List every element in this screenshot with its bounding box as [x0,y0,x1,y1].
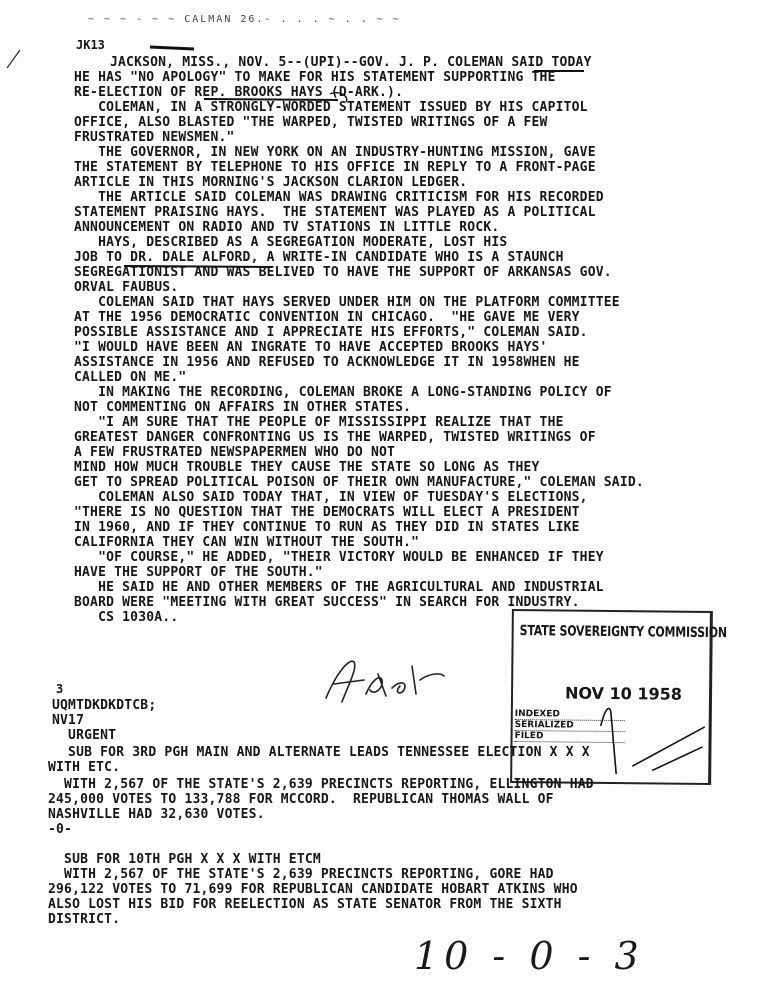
story-line: THE ARTICLE SAID COLEMAN WAS DRAWING CRITICISM FOR HIS RECORDED [74,190,604,205]
story-line: WITH 2,567 OF THE STATE'S 2,639 PRECINCTS REPORTING, ELLINGTON HAD [48,777,594,792]
story-line: THE GOVERNOR, IN NEW YORK ON AN INDUSTRY-HUNTING MISSION, GAVE [74,145,596,160]
story-line: NV17 [52,713,85,728]
story-line: WITH ETC. [48,760,121,775]
story-line: JACKSON, MISS., NOV. 5--(UPI)--GOV. J. P. COLEMAN SAID TODAY [110,55,592,70]
story-line: FRUSTRATED NEWSMEN." [74,130,235,145]
story-line: -0- [48,822,73,837]
story-line: ALSO LOST HIS BID FOR REELECTION AS STATE SENATOR FROM THE SIXTH [48,897,562,912]
handwritten-signature [320,650,450,710]
story-line: STATEMENT PRAISING HAYS. THE STATEMENT WAS PLAYED AS A POLITICAL [74,205,596,220]
story-line: DISTRICT. [48,912,121,927]
story-line: THE STATEMENT BY TELEPHONE TO HIS OFFICE IN REPLY TO A FRONT-PAGE [74,160,596,175]
story-line: 296,122 VOTES TO 71,699 FOR REPUBLICAN CANDIDATE HOBART ATKINS WHO [48,882,578,897]
story-line: IN 1960, AND IF THEY CONTINUE TO RUN AS THEY DID IN STATES LIKE [74,520,580,535]
stamp-field-serialized: SERIALIZED [515,720,625,732]
story-line: "THERE IS NO QUESTION THAT THE DEMOCRATS WILL ELECT A PRESIDENT [74,505,580,520]
story-line: ARTICLE IN THIS MORNING'S JACKSON CLARION LEDGER. [74,175,468,190]
story-line: CS 1030A.. [74,610,179,625]
story-line: POSSIBLE ASSISTANCE AND I APPRECIATE HIS EFFORTS," COLEMAN SAID. [74,325,588,340]
margin-tick-mark [4,48,22,70]
story-line: 3 [56,682,64,696]
stamp-check-mark [592,686,709,777]
pen-underline-mark [148,44,196,52]
story-line: "I WOULD HAVE BEEN AN INGRATE TO HAVE ACCEPTED BROOKS HAYS' [74,340,548,355]
pen-underline-mark [120,262,280,272]
story-line: BOARD WERE "MEETING WITH GREAT SUCCESS" IN SEARCH FOR INDUSTRY. [74,595,580,610]
story-line: HE SAID HE AND OTHER MEMBERS OF THE AGRICULTURAL AND INDUSTRIAL [74,580,604,595]
story-tag: JK13 [76,38,105,52]
story-line: IN MAKING THE RECORDING, COLEMAN BROKE A LONG-STANDING POLICY OF [74,385,612,400]
story-line: RE-ELECTION OF REP. BROOKS HAYS (D-ARK.). [74,85,404,100]
wire-slug: ~ ~ ~ - ~ ~ CALMAN 26.- . . . ~ . . ~ ~ [88,14,401,25]
story-line: HE HAS "NO APOLOGY" TO MAKE FOR HIS STATEMENT SUPPORTING THE [74,70,556,85]
story-line: ANNOUNCEMENT ON RADIO AND TV STATIONS IN LITTLE ROCK. [74,220,500,235]
story-line: "I AM SURE THAT THE PEOPLE OF MISSISSIPPI REALIZE THAT THE [74,415,564,430]
story-line: "OF COURSE," HE ADDED, "THEIR VICTORY WOULD BE ENHANCED IF THEY [74,550,604,565]
story-line: NASHVILLE HAD 32,630 VOTES. [48,807,265,822]
story-line: SUB FOR 10TH PGH X X X WITH ETCM [48,852,321,867]
story-line: NOT COMMENTING ON AFFAIRS IN OTHER STATES. [74,400,412,415]
story-line: WITH 2,567 OF THE STATE'S 2,639 PRECINCTS REPORTING, GORE HAD [48,867,554,882]
story-line: AT THE 1956 DEMOCRATIC CONVENTION IN CHICAGO. "HE GAVE ME VERY [74,310,580,325]
story-line: SEGREGATIONIST AND WAS BELIVED TO HAVE THE SUPPORT OF ARKANSAS GOV. [74,265,612,280]
story-line: MIND HOW MUCH TROUBLE THEY CAUSE THE STATE SO LONG AS THEY [74,460,540,475]
story-line: URGENT [52,728,117,743]
story-line: COLEMAN ALSO SAID TODAY THAT, IN VIEW OF TUESDAY'S ELECTIONS, [74,490,588,505]
story-line: GREATEST DANGER CONFRONTING US IS THE WARPED, TWISTED WRITINGS OF [74,430,596,445]
stamp-field-indexed: INDEXED [515,709,625,721]
story-line: COLEMAN, IN A STRONGLY-WORDED STATEMENT ISSUED BY HIS CAPITOL [74,100,588,115]
story-line: A FEW FRUSTRATED NEWSPAPERMEN WHO DO NOT [74,445,396,460]
story-line: OFFICE, ALSO BLASTED "THE WARPED, TWISTED WRITINGS OF A FEW [74,115,548,130]
story-line: UQMTDKDKDTCB; [52,698,157,713]
handwritten-file-number: 10 - 0 - 3 [414,934,645,978]
stamp-title: STATE SOVEREIGNTY COMMISSION [519,623,727,642]
story-line: ORVAL FAUBUS. [74,280,179,295]
story-line: GET TO SPREAD POLITICAL POISON OF THEIR OWN MANUFACTURE," COLEMAN SAID. [74,475,644,490]
pen-strike-mark [200,82,360,104]
story-line: HAVE THE SUPPORT OF THE SOUTH." [74,565,323,580]
stamp-date: NOV 10 1958 [564,683,683,704]
story-line: ASSISTANCE IN 1956 AND REFUSED TO ACKNOWLEDGE IT IN 1958WHEN HE [74,355,580,370]
pen-strike-mark [530,66,590,76]
story-line: CALIFORNIA THEY CAN WIN WITHOUT THE SOUTH." [74,535,420,550]
story-line: JOB TO DR. DALE ALFORD, A WRITE-IN CANDIDATE WHO IS A STAUNCH [74,250,564,265]
story-line: 245,000 VOTES TO 133,788 FOR MCCORD. REPUBLICAN THOMAS WALL OF [48,792,554,807]
stamp-field-filed: FILED [515,731,625,743]
story-line: HAYS, DESCRIBED AS A SEGREGATION MODERATE, LOST HIS [74,235,508,250]
story-line: COLEMAN SAID THAT HAYS SERVED UNDER HIM ON THE PLATFORM COMMITTEE [74,295,620,310]
story-line: SUB FOR 3RD PGH MAIN AND ALTERNATE LEADS TENNESSEE ELECTION X X X [52,745,590,760]
story-line: CALLED ON ME." [74,370,187,385]
